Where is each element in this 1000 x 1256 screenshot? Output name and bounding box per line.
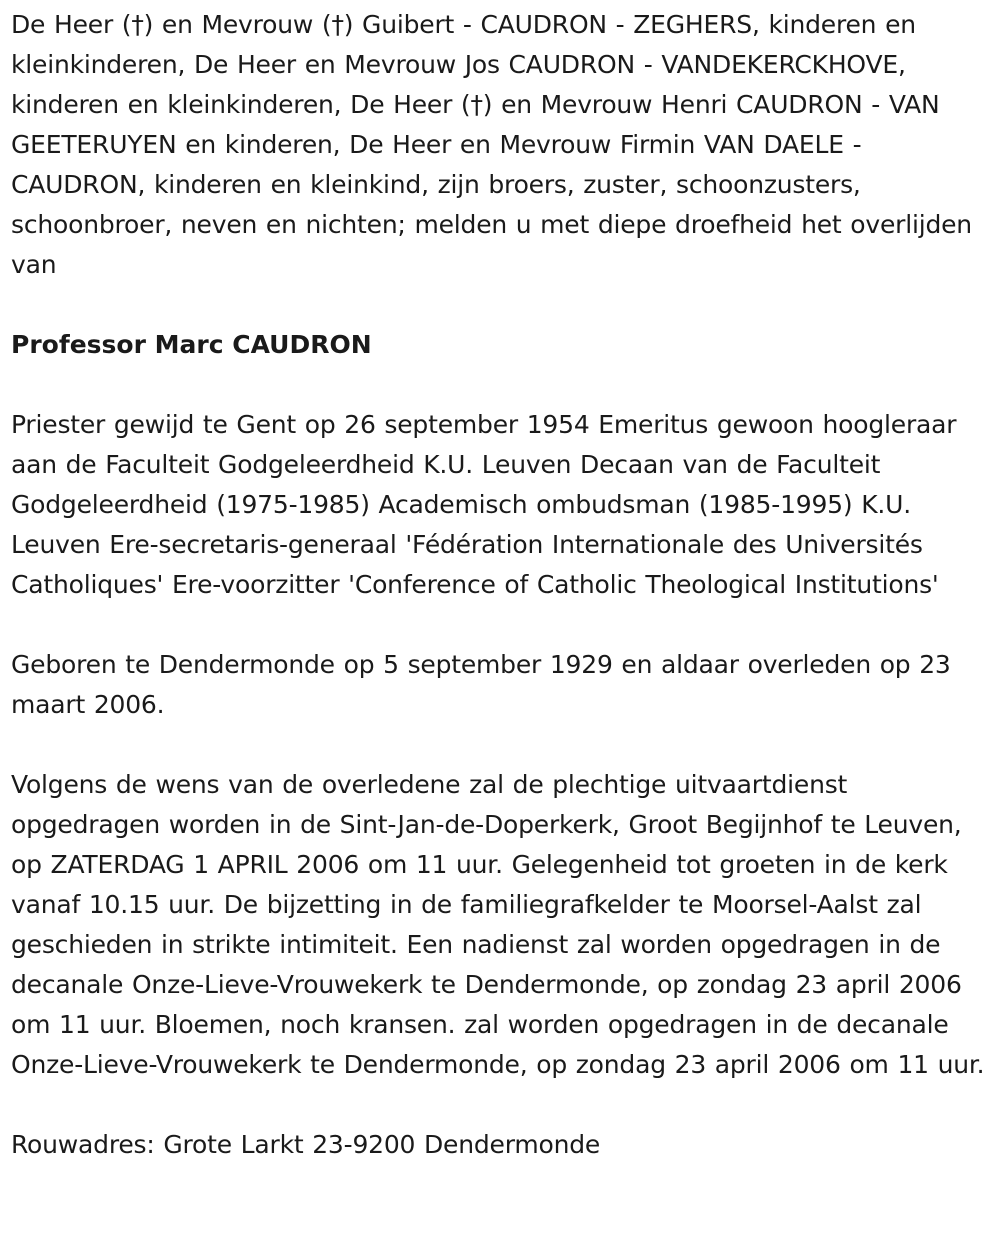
spacer [11,725,986,765]
family-announcement: De Heer (†) en Mevrouw (†) Guibert - CAUDRON - ZEGHERS, kinderen en kleinkinderen, De Heer en Mevrouw Jos CAUDRON - VANDEKERCKHOVE, kinderen en kleinkinderen, De Heer (†) en Mevrouw Henri CAUDRON - VAN GEETERUYEN en kinderen, De Heer en Mevrouw Firmin VAN DAELE - CAUDRON, kinderen en kleinkind, zijn broers, zuster, schoonzusters, schoonbroer, neven en nichten; melden u met diepe droefheid het overlijden van [11,10,972,279]
mourning-address: Rouwadres: Grote Larkt 23-9200 Dendermonde [11,1130,601,1159]
career-details: Priester gewijd te Gent op 26 september 1954 Emeritus gewoon hoogleraar aan de Faculteit Godgeleerdheid K.U. Leuven Decaan van de Faculteit Godgeleerdheid (1975-1985) Academisch ombudsman (1985-1995) K.U. Leuven Ere-secretaris-generaal 'Fédération Internationale des Universités Catholiques' Ere-voorzitter 'Conference of Catholic Theological Institutions' [11,410,957,599]
deceased-name: Professor Marc CAUDRON [11,330,372,359]
spacer [11,365,986,405]
funeral-details: Volgens de wens van de overledene zal de plechtige uitvaartdienst opgedragen worden in de Sint-Jan-de-Doperkerk, Groot Begijnhof te Leuven, op ZATERDAG 1 APRIL 2006 om 11 uur. Gelegenheid tot groeten in de kerk vanaf 10.15 uur. De bijzetting in de familiegrafkelder te Moorsel-Aalst zal geschieden in strikte intimiteit. Een nadienst zal worden opgedragen in de decanale Onze-Lieve-Vrouwekerk te Dendermonde, op zondag 23 april 2006 om 11 uur. Bloemen, noch kransen. zal worden opgedragen in de decanale Onze-Lieve-Vrouwekerk te Dendermonde, op zondag 23 april 2006 om 11 uur. [11,770,985,1079]
birth-death-details: Geboren te Dendermonde op 5 september 1929 en aldaar overleden op 23 maart 2006. [11,650,951,719]
spacer [11,605,986,645]
spacer [11,1085,986,1125]
spacer [11,285,986,325]
obituary-notice [11,0,986,1165]
